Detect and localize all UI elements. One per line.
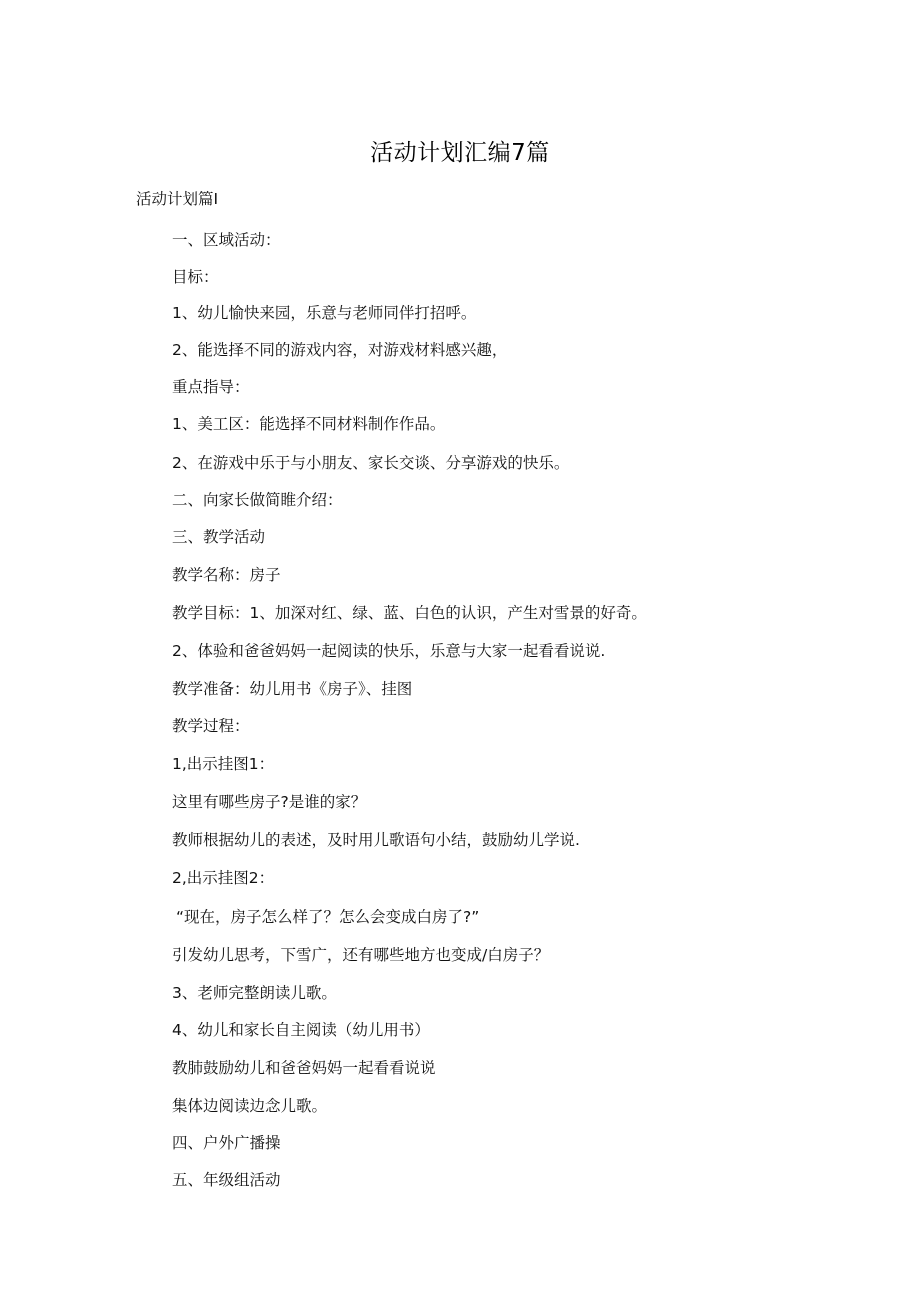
paragraph-line: 4、幼儿和家长自主阅读（幼儿用书） bbox=[172, 1021, 430, 1039]
paragraph-line: 教学过程： bbox=[172, 717, 250, 735]
paragraph-line: 2、体验和爸爸妈妈一起阅读的快乐，乐意与大家一起看看说说. bbox=[172, 642, 606, 660]
paragraph-line: 2、能选择不同的游戏内容，对游戏材料感兴趣， bbox=[172, 341, 508, 359]
paragraph-line: 1,出示挂图1： bbox=[172, 755, 275, 773]
paragraph-line: 3、老师完整朗读儿歌。 bbox=[172, 984, 337, 1002]
paragraph-line: 2,出示挂图2： bbox=[172, 869, 275, 887]
paragraph-line: 这里有哪些房子?是谁的家？ bbox=[172, 793, 367, 811]
paragraph-line: 2、在游戏中乐于与小朋友、家长交谈、分享游戏的快乐。 bbox=[172, 454, 570, 472]
paragraph-line: 五、年级组活动 bbox=[172, 1171, 281, 1189]
section-heading: 活动计划篇I bbox=[136, 190, 219, 208]
paragraph-line: 1、美工区：能选择不同材料制作作品。 bbox=[172, 415, 446, 433]
paragraph-line: 教师根据幼儿的表述，及时用儿歌语句小结，鼓励幼儿学说. bbox=[172, 831, 580, 849]
paragraph-line: 二、向家长做简睢介绍： bbox=[172, 491, 343, 509]
paragraph-line: 四、户外广播操 bbox=[172, 1134, 281, 1152]
paragraph-line: 教肺鼓励幼儿和爸爸妈妈一起看看说说 bbox=[172, 1059, 436, 1077]
paragraph-line: 一、区域活动： bbox=[172, 231, 281, 249]
paragraph-line: 教学名称：房子 bbox=[172, 566, 281, 584]
document-title: 活动计划汇编7篇 bbox=[370, 140, 550, 166]
paragraph-line: 三、教学活动 bbox=[172, 528, 266, 546]
paragraph-line: “现在，房子怎么样了？怎么会变成白房了?” bbox=[176, 908, 480, 926]
paragraph-line: 目标： bbox=[172, 268, 219, 286]
paragraph-line: 教学准备：幼儿用书《房子》、挂图 bbox=[172, 680, 413, 698]
paragraph-line: 引发幼儿思考，下雪广，还有哪些地方也变成/白房子？ bbox=[172, 946, 550, 964]
paragraph-line: 集体边阅读边念儿歌。 bbox=[172, 1097, 328, 1115]
paragraph-line: 重点指导： bbox=[172, 378, 250, 396]
paragraph-line: 1、幼儿愉快来园，乐意与老师同伴打招呼。 bbox=[172, 304, 477, 322]
paragraph-line: 教学目标：1、加深对红、绿、蓝、白色的认识，产生对雪景的好奇。 bbox=[172, 604, 647, 622]
